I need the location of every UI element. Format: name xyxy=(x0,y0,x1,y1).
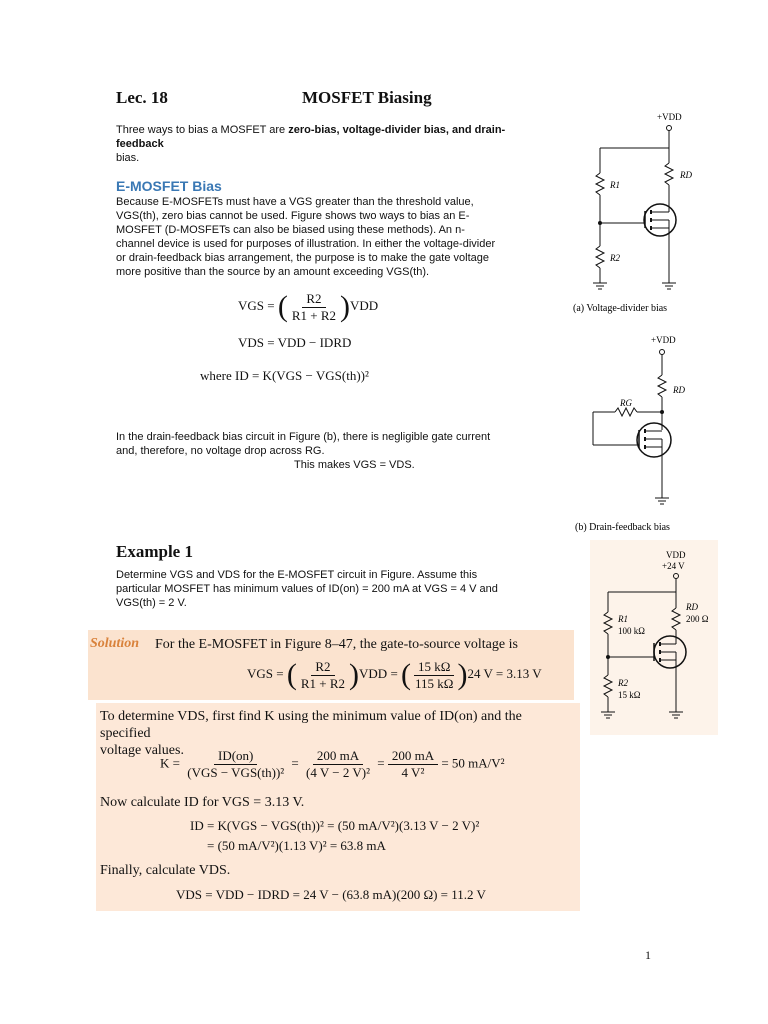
intro-paragraph xyxy=(116,123,546,165)
page-number: 1 xyxy=(645,948,651,962)
sol-vgs-mid: VDD = xyxy=(359,665,398,681)
feedback-line: This makes VGS = VDS. xyxy=(294,459,415,471)
emosfet-line: VGS(th), zero bias cannot be used. Figure shows two ways to bias an E- xyxy=(116,210,470,222)
emosfet-line: MOSFET (D-MOSFETs can also be biased using these methods). An n- xyxy=(116,224,465,236)
intro-bold: zero-bias, voltage-divider bias, and drain-feedback xyxy=(116,124,506,150)
sol-vgs-result: 24 V = 3.13 V xyxy=(467,665,542,681)
k-num2: 200 mA xyxy=(313,748,363,765)
emosfet-line: more positive than the source by an amount exceeding VGS(th). xyxy=(116,266,430,278)
example-text xyxy=(116,568,576,610)
k-intro-line: voltage values. xyxy=(100,743,184,758)
vdd-label: VDD xyxy=(666,550,686,560)
vdd-label: +VDD xyxy=(657,112,682,122)
figure-example-circuit xyxy=(590,540,718,735)
figure-drain-feedback xyxy=(565,330,725,535)
intro-prefix: Three ways to bias a MOSFET are xyxy=(116,124,289,136)
emosfet-heading: E-MOSFET Bias xyxy=(116,178,222,194)
id-line-1: ID = K(VGS − VGS(th))² = (50 mA/V²)(3.13 V − 2 V)² xyxy=(190,818,480,833)
r2-label: R2 xyxy=(610,253,620,263)
k-num1: ID(on) xyxy=(214,748,257,765)
intro-suffix: bias. xyxy=(116,152,140,164)
solution-label: Solution xyxy=(90,636,140,651)
vds-final-line: VDS = VDD − IDRD = 24 V − (63.8 mA)(200 Ω) = 11.2 V xyxy=(176,887,486,902)
k-num3: 200 mA xyxy=(388,748,438,765)
rg-label: RG xyxy=(620,398,632,408)
vds-equation: VDS = VDD − IDRD xyxy=(238,335,352,350)
figure-b-caption: (b) Drain-feedback bias xyxy=(575,522,670,533)
rd-label: RD xyxy=(686,602,698,612)
emosfet-line: Because E-MOSFETs must have a VGS greater than the threshold value, xyxy=(116,196,474,208)
emosfet-line: or drain-feedback bias arrangement, the purpose is to make the gate voltage xyxy=(116,252,490,264)
vdd-label: +VDD xyxy=(651,335,676,345)
r2-value: 15 kΩ xyxy=(618,690,641,700)
emosfet-line: channel device is used for purposes of illustration. In either the voltage-divider xyxy=(116,238,496,250)
k-intro-line: To determine VDS, first find K using the minimum value of ID(on) and the specified xyxy=(100,709,522,741)
k-lhs: K = xyxy=(160,755,180,771)
vds-intro: Finally, calculate VDS. xyxy=(100,863,231,878)
feedback-line: In the drain-feedback bias circuit in Figure (b), there is negligible gate current xyxy=(116,431,491,443)
sol-vgs-num: R2 xyxy=(311,659,334,676)
id-equation: where ID = K(VGS − VGS(th))² xyxy=(200,368,369,383)
page-title: MOSFET Biasing xyxy=(302,88,432,107)
vgs-equation: VGS = ( $\frac{R2}{R1 + R2}$ )VDD xyxy=(238,290,379,323)
r1-label: R1 xyxy=(618,614,628,624)
k-result: = 50 mA/V² xyxy=(441,755,505,771)
solution-vgs-equation: VGS = ( $\frac{R2}{R1 + R2}$ )VDD = ( $\frac{15 k\Omega}{115 k\Omega}$ )24 V = 3.13 V xyxy=(247,658,542,691)
sol-vgs-den2: 115 kΩ xyxy=(415,675,454,691)
rd-label: RD xyxy=(673,385,685,395)
k-den1: (VGS − VGS(th))² xyxy=(187,765,285,780)
vgs-lhs: VGS = xyxy=(238,297,275,313)
vgs-rhs: VDD xyxy=(350,297,379,313)
id-intro: Now calculate ID for VGS = 3.13 V. xyxy=(100,795,305,810)
k-den2: (4 V − 2 V)² xyxy=(306,765,370,780)
feedback-note xyxy=(116,430,576,472)
lecture-label: Lec. 18 xyxy=(116,88,168,107)
vdd-value: +24 V xyxy=(662,561,685,571)
sol-vgs-den: R1 + R2 xyxy=(300,675,346,691)
rd-label: RD xyxy=(680,170,692,180)
vgs-numerator: R2 xyxy=(302,291,325,308)
id-line-2: = (50 mA/V²)(1.13 V)² = 63.8 mA xyxy=(207,838,386,853)
vgs-denominator: R1 + R2 xyxy=(291,307,337,323)
sol-vgs-num2: 15 kΩ xyxy=(414,659,454,676)
k-equation: K = $\frac{ID(on)}{\text{(VGS − VGS(th))²}}$ = $\frac{200 mA}{\text{(4 V − 2 V)²}}$ = $\frac{200 mA}{\text{4 V²}}$ = 50 mA/V² xyxy=(160,748,505,780)
rd-value: 200 Ω xyxy=(686,614,709,624)
example-line: VGS(th) = 2 V. xyxy=(116,597,187,609)
r1-label: R1 xyxy=(610,180,620,190)
k-den3: 4 V² xyxy=(401,765,425,780)
r2-label: R2 xyxy=(618,678,628,688)
figure-a-caption: (a) Voltage-divider bias xyxy=(573,303,668,314)
example-line: particular MOSFET has minimum values of ID(on) = 200 mA at VGS = 4 V and xyxy=(116,583,498,595)
figure-voltage-divider xyxy=(565,108,725,318)
example-heading: Example 1 xyxy=(116,542,193,561)
solution-intro: For the E-MOSFET in Figure 8–47, the gate-to-source voltage is xyxy=(155,637,518,652)
r1-value: 100 kΩ xyxy=(618,626,645,636)
feedback-line: and, therefore, no voltage drop across RG. xyxy=(116,445,325,457)
emosfet-paragraph xyxy=(116,195,566,279)
example-line: Determine VGS and VDS for the E-MOSFET circuit in Figure. Assume this xyxy=(116,569,478,581)
sol-vgs-lhs: VGS = xyxy=(247,665,284,681)
